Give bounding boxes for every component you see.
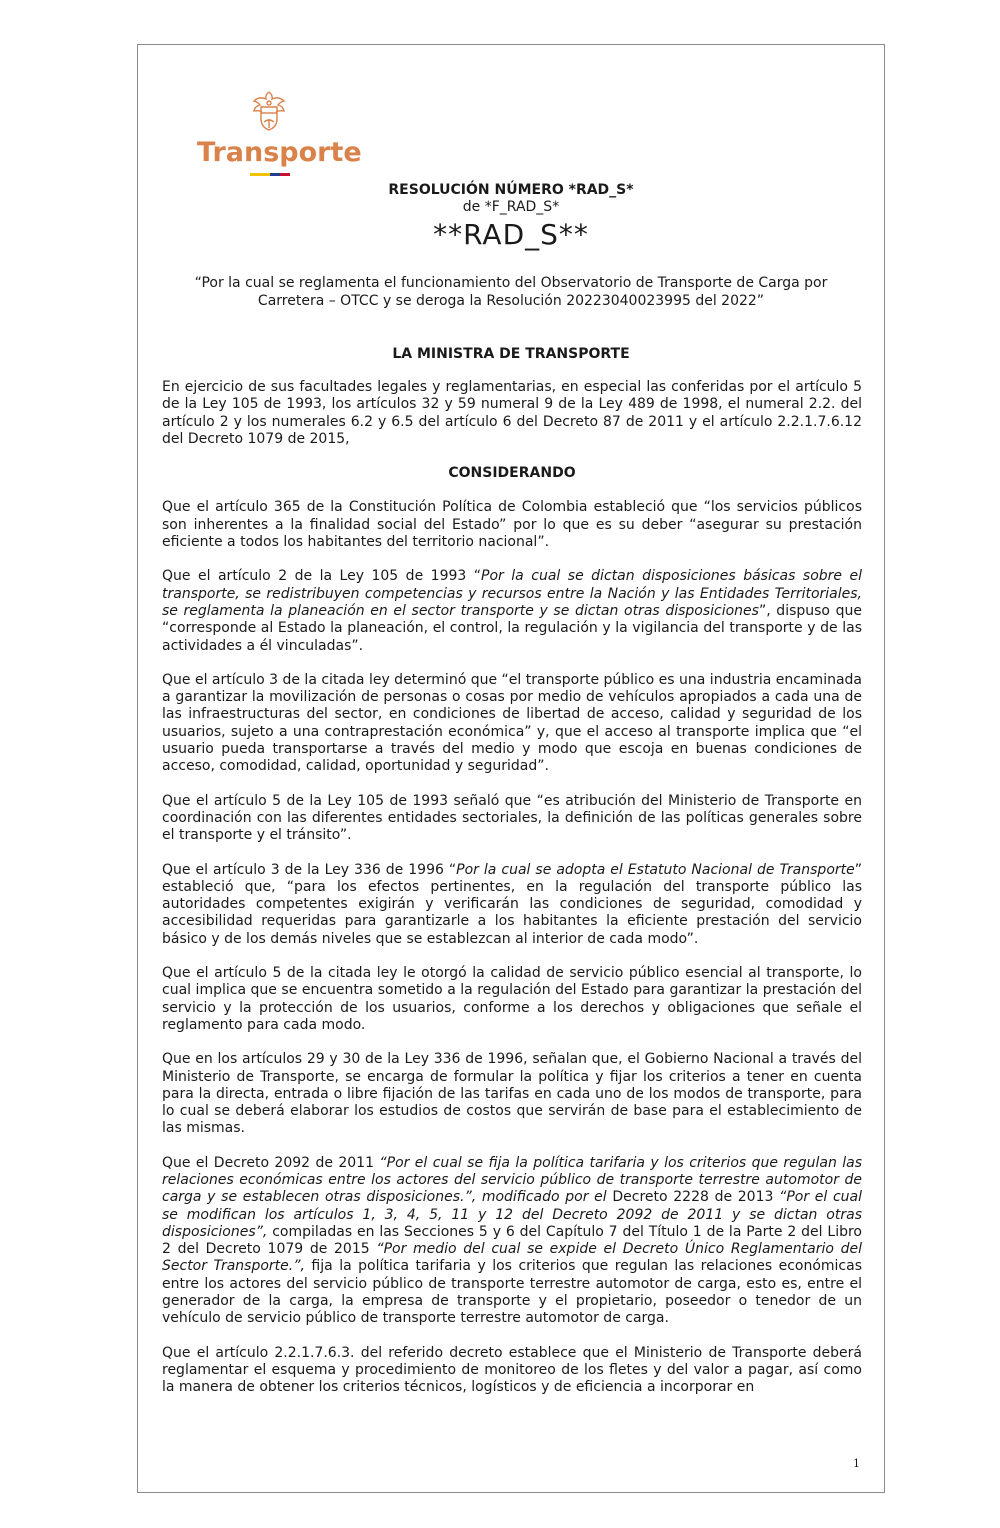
paragraph bbox=[162, 1155, 862, 1328]
resolution-subject: “Por la cual se reglamenta el funcionamiento del Observatorio de Transporte de Carga por Carretera – OTCC y se deroga la Resolución 20223040023995 del 2022” bbox=[194, 275, 828, 309]
paragraph-citation: “Por medio del cual se expide el Decreto Único Reglamentario del Sector Transporte.”, bbox=[162, 1241, 862, 1275]
resolution-date: de *F_RAD_S* bbox=[462, 199, 560, 215]
resolution-header bbox=[138, 181, 884, 254]
paragraph-text: Que el artículo 2 de la Ley 105 de 1993 “ bbox=[162, 568, 482, 585]
document-page bbox=[137, 44, 885, 1493]
paragraph-text: Decreto 2228 de 2013 bbox=[606, 1189, 780, 1206]
coat-of-arms-icon bbox=[249, 89, 289, 135]
paragraph-citation: “Por el cual se fija la política tarifaria y los criterios que regulan las relaciones económicas entre los actores del servicio público de transporte terrestre automotor de carga y se establecen otras disposiciones.”, modificado por el bbox=[162, 1154, 862, 1206]
logo-wordmark: Transporte bbox=[197, 137, 362, 168]
flag-stripe bbox=[250, 173, 290, 176]
paragraph-text: compiladas en las Secciones 5 y 6 del Capítulo 7 del Título 1 de la Parte 2 del Libro 2 del Decreto 1079 de 2015 bbox=[162, 1223, 862, 1258]
paragraph-text: ” estableció que, “para los efectos pertinentes, en la regulación del transporte público las autoridades competentes exigirán y verificarán las condiciones de seguridad, comodidad y accesibilidad requeridas para garantizarle a los habitantes la eficiente prestación del servicio básico y de los demás niveles que se establezcan al interior de cada modo”. bbox=[162, 861, 863, 947]
preamble-paragraph: En ejercicio de sus facultades legales y reglamentarias, en especial las conferidas por el artículo 5 de la Ley 105 de 1993, los artículos 32 y 59 numeral 9 de la Ley 489 de 1998, el numeral 2.2. del artículo 2 y los numerales 6.2 y 6.5 del artículo 6 del Decreto 87 de 2011 y el artículo 2.2.1.7.6.12 del Decreto 1079 de 2015, bbox=[162, 379, 862, 447]
paragraph bbox=[162, 862, 862, 948]
rad-placeholder: **RAD_S** bbox=[433, 218, 589, 251]
paragraph-citation: Por la cual se adopta el Estatuto Nacional de Transporte bbox=[456, 861, 855, 878]
paragraph: Que el artículo 5 de la Ley 105 de 1993 señaló que “es atribución del Ministerio de Transporte en coordinación con las diferentes entidades sectoriales, la definición de las políticas generales sobre el transporte y el tránsito”. bbox=[162, 792, 862, 844]
document-body bbox=[162, 379, 862, 1414]
page-number: 1 bbox=[853, 1457, 860, 1470]
considering-heading: CONSIDERANDO bbox=[448, 465, 576, 482]
resolution-number: RESOLUCIÓN NÚMERO *RAD_S* bbox=[388, 182, 634, 198]
paragraph-citation: “Por el cual se modifican los artículos 1, 3, 4, 5, 11 y 12 del Decreto 2092 de 2011 y se dictan otras disposiciones”, bbox=[162, 1189, 863, 1240]
paragraph: Que el artículo 3 de la citada ley determinó que “el transporte público es una industria encaminada a garantizar la movilización de personas o cosas por medio de vehículos apropiados a cada una de las infraestructuras del sector, en condiciones de libertad de acceso, calidad y seguridad de los usuarios, sujeto a una contraprestación económica” y, que el acceso al transporte implica que “el usuario pueda transportarse a través del medio y modo que escoja en buenas condiciones de acceso, comodidad, calidad, oportunidad y seguridad”. bbox=[162, 671, 862, 775]
paragraph-text: fija la política tarifaria y los criterios que regulan las relaciones económicas entre los actores del servicio público de transporte terrestre automotor de carga, esto es, entre el generador de la carga, la empresa de transporte y el propietario, poseedor o tenedor de un vehículo de servicio público de transporte terrestre automotor de carga. bbox=[162, 1258, 863, 1327]
paragraph-citation: Por la cual se dictan disposiciones básicas sobre el transporte, se redistribuyen competencias y recursos entre la Nación y las Entidades Territoriales, se reglamenta la planeación en el sector transporte y se dictan otras disposiciones bbox=[162, 568, 863, 619]
paragraph-text: ”, dispuso que “corresponde al Estado la planeación, el control, la regulación y la vigilancia del transporte y de las actividades a él vinculadas”. bbox=[162, 602, 862, 654]
minister-heading: LA MINISTRA DE TRANSPORTE bbox=[392, 346, 630, 362]
paragraph: Que en los artículos 29 y 30 de la Ley 336 de 1996, señalan que, el Gobierno Nacional a través del Ministerio de Transporte, se encarga de formular la política y fijar los criterios a tener en cuenta para la directa, entrada o libre fijación de las tarifas en cada uno de los modos de transporte, para lo cual se deberá elaborar los estudios de costos que servirán de base para el establecimiento de las mismas. bbox=[162, 1051, 862, 1137]
transporte-logo bbox=[197, 89, 362, 179]
paragraph: Que el artículo 5 de la citada ley le otorgó la calidad de servicio público esencial al transporte, lo cual implica que se encuentra sometido a la regulación del Estado para garantizar la prestación del servicio y la protección de los usuarios, conforme a los derechos y obligaciones que señale el reglamento para cada modo. bbox=[162, 965, 862, 1033]
paragraph: Que el artículo 365 de la Constitución Política de Colombia estableció que “los servicios públicos son inherentes a la finalidad social del Estado” por lo que es su deber “asegurar su prestación eficiente a todos los habitantes del territorio nacional”. bbox=[162, 499, 862, 551]
paragraph-text: Que el Decreto 2092 de 2011 bbox=[162, 1154, 380, 1171]
paragraph bbox=[162, 568, 862, 654]
paragraph-text: Que el artículo 3 de la Ley 336 de 1996 “ bbox=[162, 861, 457, 878]
paragraph: Que el artículo 2.2.1.7.6.3. del referido decreto establece que el Ministerio de Transporte deberá reglamentar el esquema y procedimiento de monitoreo de los fletes y del valor a pagar, así como la manera de obtener los criterios técnicos, logísticos y de eficiencia a incorporar en bbox=[162, 1344, 862, 1396]
